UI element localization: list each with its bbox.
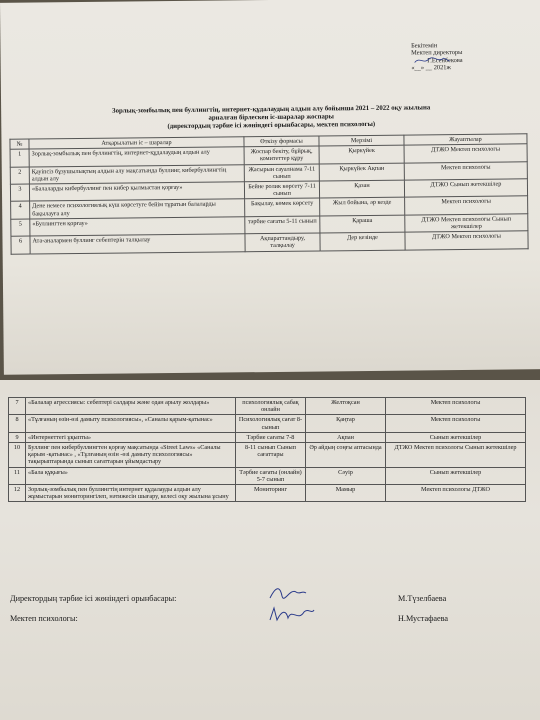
psychologist-name: Н.Мустафаева bbox=[398, 614, 449, 623]
row-term: Сәуір bbox=[306, 467, 386, 484]
row-form: Бейне ролик көрсету 7-11 сынып bbox=[244, 181, 319, 199]
table-row bbox=[9, 443, 526, 468]
row-number: 12 bbox=[9, 485, 26, 502]
table-row bbox=[9, 485, 526, 502]
approval-block bbox=[411, 42, 463, 72]
row-term: Әр айдың соңғы аптасында bbox=[306, 443, 386, 468]
row-event: Зорлық-зомбылық пен буллингтің интернет құдалауды алдын алу жұмыстарын мониторингілеп, нәтижесін шығару, келесі оқу жылына ұсыну bbox=[26, 485, 236, 502]
row-term: Қыркүйек Ақпан bbox=[319, 163, 404, 181]
row-number: 9 bbox=[9, 432, 26, 442]
row-event: Буллинг пен кибербуллингтен қорғау мақсатында «Street Laws» «Саналы қарым -қатынас» , «Тұлғаның өзін -өзі дамыту психологиясы» тақырыптарында сынып сағаттарын ұйымдастыру bbox=[26, 443, 236, 468]
row-number: 11 bbox=[9, 467, 26, 484]
row-form: Психологиялық сағат 8-сынып bbox=[236, 415, 306, 432]
row-event: «Тұлғаның өзін-өзі дамыту психологиясы», «Саналы қарым-қатынас» bbox=[26, 415, 236, 432]
deputy-name: М.Түзелбаева bbox=[398, 594, 447, 603]
row-number: 7 bbox=[9, 398, 26, 415]
deputy-signature bbox=[268, 584, 308, 606]
row-number: 3 bbox=[10, 184, 29, 202]
table-row bbox=[9, 432, 526, 442]
row-responsible: ДТЖО Сынып жетекшілер bbox=[404, 179, 527, 198]
row-event: «Буллингтен қорғау» bbox=[30, 217, 245, 237]
row-event: Қауіпсіз бұзушылықтың алдын алу мақсатында буллинг, кибербуллингтің алдын алу bbox=[29, 164, 244, 184]
table-row bbox=[9, 415, 526, 432]
approval-line-3: Г.Есенбекова bbox=[427, 56, 463, 65]
row-responsible: ДТЖО Мектеп психологы Сынып жетекшілер bbox=[405, 214, 528, 233]
row-form: Тәрбие сағаты 7-8 bbox=[236, 432, 306, 442]
table-row bbox=[9, 467, 526, 484]
row-form: Жоспар бекіту, бұйрық, комитеттер құру bbox=[244, 146, 319, 164]
signature-row-deputy bbox=[10, 594, 500, 614]
row-term: Жыл бойына, әр кезде bbox=[320, 198, 405, 216]
header-term: Мерзімі bbox=[319, 135, 404, 146]
row-responsible: Мектеп психологы bbox=[405, 196, 528, 215]
row-form: тәрбие сағаты 5-11 сынып bbox=[245, 216, 320, 234]
row-form: Тәрбие сағаты (онлайн) 5-7 сынып bbox=[236, 467, 306, 484]
row-responsible: ДТЖО Мектеп психологы bbox=[405, 231, 528, 250]
row-event: Дене немесе психологиялық күш көрсетуге бейім тұратын балаларды бақылауға алу bbox=[30, 199, 245, 219]
row-responsible: Мектеп психологы bbox=[386, 398, 526, 415]
row-number: 5 bbox=[11, 219, 30, 237]
row-event: Зорлық-зомбылық пен буллингтің, интернет-құдалаудың алдын алу bbox=[29, 147, 244, 167]
row-form: Бақылау, көмек көрсету bbox=[245, 198, 320, 216]
row-event: «Балаларды кибербуллинг пен кибер қылмыстан қорғау» bbox=[29, 182, 244, 202]
psychologist-signature bbox=[268, 604, 316, 626]
row-term: Қыркүйек bbox=[319, 145, 404, 163]
row-form: Мониторинг bbox=[236, 485, 306, 502]
row-form: Жасырын сауалнама 7-11 сынып bbox=[244, 164, 319, 182]
approval-line-2: Мектеп директоры bbox=[411, 49, 463, 57]
row-responsible: Сынып жетекшілер bbox=[386, 432, 526, 442]
psychologist-role: Мектеп психологы: bbox=[10, 614, 78, 623]
plan-table-page-1 bbox=[9, 133, 528, 254]
plan-table-page-2 bbox=[8, 397, 526, 502]
table-row bbox=[9, 398, 526, 415]
row-responsible: ДТЖО Мектеп психологы Сынып жетекшілер bbox=[386, 443, 526, 468]
director-signature bbox=[413, 55, 451, 65]
row-form: Ақпараттандыру, талқылау bbox=[245, 233, 320, 251]
row-number: 10 bbox=[9, 443, 26, 468]
header-event: Атқарылатын іс – шаралар bbox=[29, 137, 244, 149]
row-event: «Интернеттегі ұқыпты» bbox=[26, 432, 236, 442]
row-responsible: Мектеп психологы bbox=[404, 161, 527, 180]
row-event: «Бала құқығы» bbox=[26, 467, 236, 484]
row-term: Желтоқсан bbox=[306, 398, 386, 415]
row-responsible: ДТЖО Мектеп психологы bbox=[404, 144, 527, 163]
row-responsible: Мектеп психологы ДТЖО bbox=[386, 485, 526, 502]
row-responsible: Сынып жетекшілер bbox=[386, 467, 526, 484]
row-term: Қараша bbox=[320, 215, 405, 233]
row-form: психологиялық сабақ онлайн bbox=[236, 398, 306, 415]
row-form: 8-11 сынып Сынып сағаттары bbox=[236, 443, 306, 468]
row-term: Мамыр bbox=[306, 485, 386, 502]
title-line-3: (директордың тәрбие ісі жөніндегі орынбасары, мектеп психологы) bbox=[167, 120, 376, 131]
row-term: Дер кезінде bbox=[320, 232, 405, 250]
deputy-role: Директордың тәрбие ісі жөніндегі орынбасары: bbox=[10, 594, 177, 603]
title-line-2: арналған бірлескен іс-шаралар жоспары bbox=[208, 113, 334, 122]
row-event: «Балалар агрессиясы: себептері салдары және одан арылу жолдары» bbox=[26, 398, 236, 415]
row-term: Қазан bbox=[319, 180, 404, 198]
header-form: Өткізу формасы bbox=[244, 136, 319, 147]
approval-line-1: Бекітемін bbox=[411, 42, 438, 50]
header-responsible: Жауаптылар bbox=[404, 134, 527, 145]
header-num: № bbox=[10, 139, 29, 149]
row-responsible: Мектеп психологы bbox=[386, 415, 526, 432]
row-number: 4 bbox=[11, 201, 30, 219]
row-term: Қаңтар bbox=[306, 415, 386, 432]
title-line-1: Зорлық-зомбылық пен буллингтің, интернет-құдалаудың алдын алу бойынша 2021 – 2022 оқу жылына bbox=[111, 104, 431, 115]
row-number: 8 bbox=[9, 415, 26, 432]
row-number: 2 bbox=[10, 167, 29, 185]
row-event: Ата-аналармен буллинг себептерін талқылау bbox=[30, 234, 245, 254]
row-number: 6 bbox=[11, 236, 30, 254]
row-number: 1 bbox=[10, 149, 29, 167]
approval-line-4: «__» __ 2021ж bbox=[411, 64, 451, 72]
signature-row-psychologist bbox=[10, 614, 500, 634]
document-title bbox=[1, 103, 540, 133]
row-term: Ақпан bbox=[306, 432, 386, 442]
